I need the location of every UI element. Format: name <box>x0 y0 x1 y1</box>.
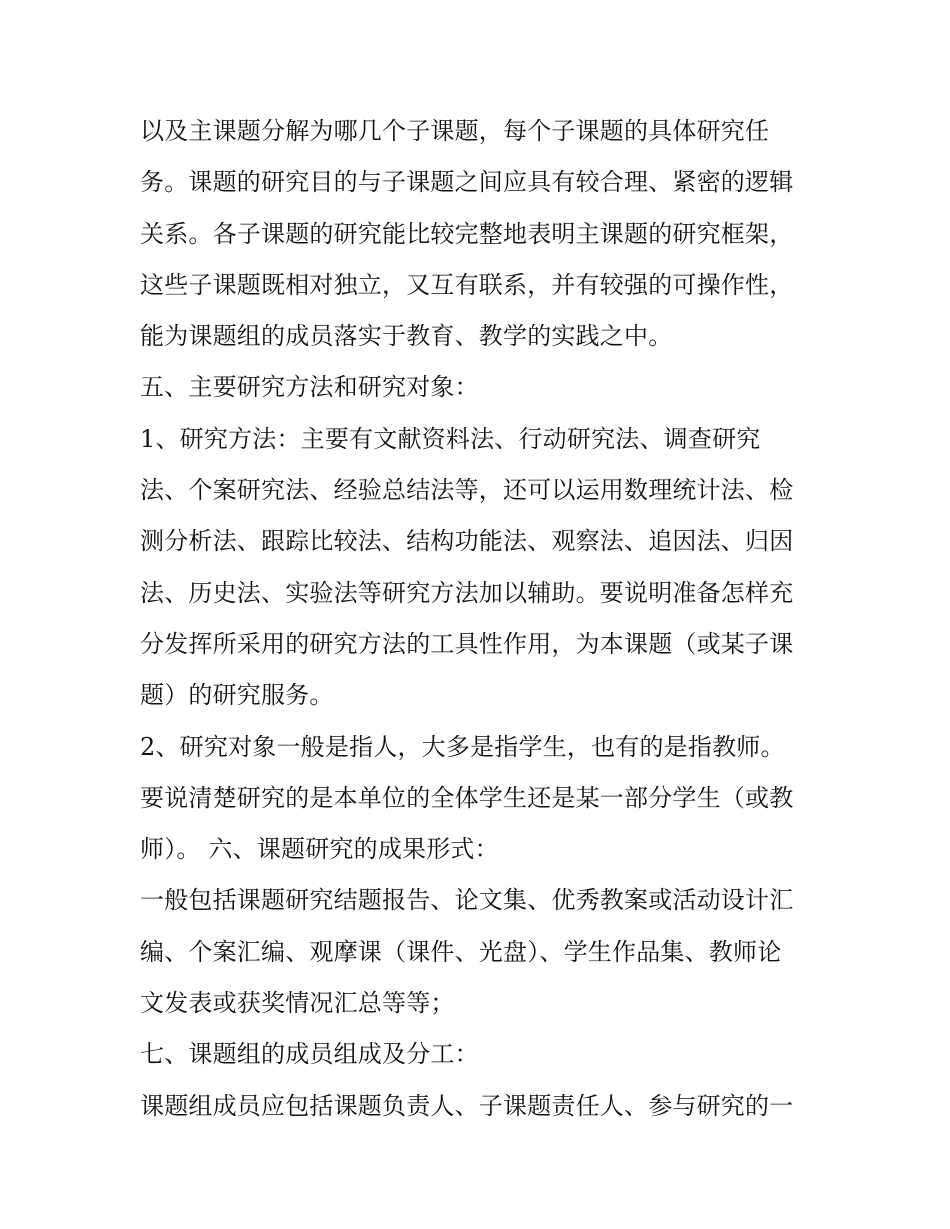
text-line: 要说清楚研究的是本单位的全体学生还是某一部分学生（或教 <box>140 783 794 812</box>
text-line: 题）的研究服务。 <box>140 681 334 710</box>
text-line: 分发挥所采用的研究方法的工具性作用，为本课题（或某子课 <box>140 629 794 658</box>
text-line: 编、个案汇编、观摩课（课件、光盘）、学生作品集、教师论 <box>140 937 782 966</box>
section-heading-5: 五、主要研究方法和研究对象： <box>140 373 479 402</box>
text-line: 以及主课题分解为哪几个子课题，每个子课题的具体研究任 <box>140 117 770 145</box>
text-line: 测分析法、跟踪比较法、结构功能法、观察法、追因法、归因 <box>140 527 794 556</box>
text-line: 务。课题的研究目的与子课题之间应具有较合理、紧密的逻辑 <box>140 168 794 197</box>
text-line: 法、历史法、实验法等研究方法加以辅助。要说明准备怎样充 <box>140 578 794 607</box>
text-line: 法、个案研究法、经验总结法等，还可以运用数理统计法、检 <box>140 476 794 505</box>
text-line: 这些子课题既相对独立，又互有联系，并有较强的可操作性， <box>140 270 794 299</box>
section-heading-7: 七、课题组的成员组成及分工： <box>140 1040 479 1069</box>
text-line: 2、研究对象一般是指人，大多是指学生，也有的是指教师。 <box>140 732 785 761</box>
body-text <box>140 106 830 1132</box>
text-line: 课题组成员应包括课题负责人、子课题责任人、参与研究的一 <box>140 1091 794 1120</box>
text-line: 一般包括课题研究结题报告、论文集、优秀教案或活动设计汇 <box>140 886 794 915</box>
text-line: 能为课题组的成员落实于教育、教学的实践之中。 <box>140 322 673 351</box>
text-line: 1、研究方法：主要有文献资料法、行动研究法、调查研究 <box>140 424 761 453</box>
text-line: 文发表或获奖情况汇总等等； <box>140 989 455 1018</box>
text-line: 师）。 六、课题研究的成果形式： <box>140 835 499 864</box>
text-line: 关系。各子课题的研究能比较完整地表明主课题的研究框架， <box>140 219 794 248</box>
